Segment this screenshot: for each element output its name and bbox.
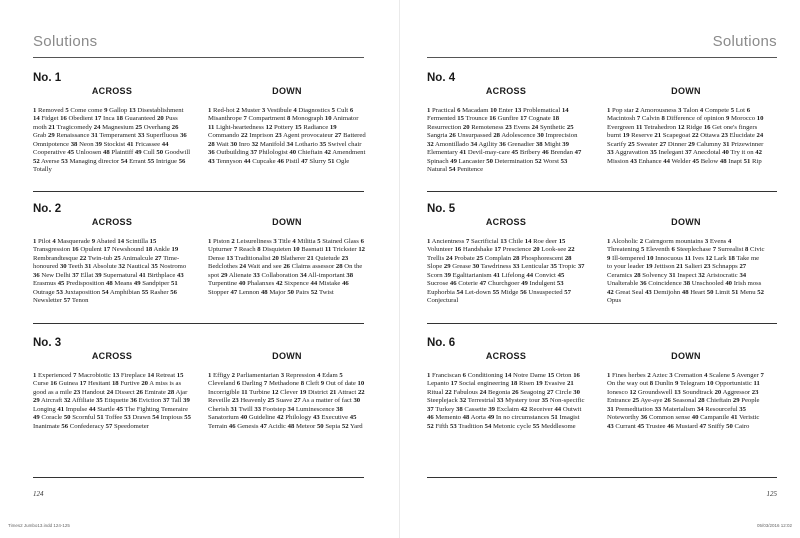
page-number: 125	[766, 490, 777, 498]
puzzle-solution-block	[33, 203, 364, 328]
down-column	[208, 217, 366, 297]
down-heading: DOWN	[272, 217, 302, 227]
down-answers: 1 Piston 2 Leisureliness 3 Title 4 Militia 5 Stained Glass 6 Upturner 7 Reach 8 Disquieten 10 Basmati 11 Trickster 12 Dense 13 Traditionalist 20 Blatherer 21 Quietude 23 Bedclothes 24 Wait and see 26 Claims assessor 28 On the spot 29 Alienate 33 Collaboration 34 All-important 38 Turpentine 40 Phalanxes 42 Sixpence 44 Mistake 46 Stopper 47 Lennon 48 Major 50 Pairs 52 Twist	[208, 238, 365, 296]
down-column	[607, 351, 765, 431]
print-slug: Times2 Jumbo13.indd 124-125	[8, 523, 70, 528]
across-column	[427, 217, 585, 306]
across-answers: 1 Ancientness 7 Sacrificial 13 Chile 14 Roe deer 15 Volunteer 16 Handshake 17 Prescience 20 Look-see 22 Trellis 24 Probate 25 Complain 28 Phosphorescent 28 Slope 29 Grease 30 Tawdriness 33 Lenticular 35 Tropic 37 Scorn 39 Egalitarianism 41 Lifelong 44 Convict 45 Sucrose 46 Coterie 47 Churchgoer 49 Indulgent 53 Euphorbia 54 Let-down 55 Midge 56 Unsuspected 57 Conjectural	[427, 238, 585, 305]
across-answers: 1 Pilot 4 Masquerade 9 Abated 14 Scintilla 15 Transgression 16 Opulent 17 Newshound 18 Ankle 19 Rembrandtesque 22 Twin-tub 25 Animalcule 27 Time-honoured 30 Teeth 31 Absolute 32 Nautical 35 Nostromo 36 New Delhi 37 Ellat 39 Supernatural 41 Birthplace 43 Erasmus 45 Predisposition 48 Means 49 Sandpiper 51 Outrage 53 Juxtaposition 54 Amphibian 55 Rasher 56 Newsletter 57 Tenon	[33, 238, 187, 305]
down-column	[607, 86, 765, 166]
bottom-rule	[427, 477, 777, 478]
page-number: 124	[33, 490, 44, 498]
puzzle-number: No. 3	[33, 337, 62, 349]
section-divider	[427, 191, 777, 192]
puzzle-solution-block	[427, 337, 777, 462]
section-divider	[427, 323, 777, 324]
down-answers: 1 Alcoholic 2 Cairngorm mountains 3 Evens 4 Threatening 5 Eleventh 6 Steeplechase 7 Surrealist 8 Civic 9 Ill-tempered 10 Innocuous 11 Ives 12 Lark 18 Take me to your leader 19 Jettison 21 Salieri 23 Schnapps 27 Ceramics 28 Solvency 31 Inspect 32 Aristocratic 34 Unalterable 36 Coincidence 38 Unschooled 40 Irish moss 42 Great Seal 43 Demijohn 48 Heart 50 Limit 51 Menu 52 Opus	[607, 238, 765, 305]
across-answers: 1 Removed 5 Come come 9 Gallop 13 Disestablishment 14 Fidget 16 Obedient 17 Inca 18 Guaranteed 20 Puss moth 21 Tragicomedy 24 Magnesium 25 Overhang 26 Grab 29 Renaissance 31 Temperament 33 Superfluous 36 Omnipotence 38 Neon 39 Stockist 41 Fricassee 44 Cooperative 45 Unloosen 48 Plaintiff 49 Cull 50 Goodwill 52 Averse 53 Managing director 54 Errant 55 Intrigue 56 Totally	[33, 107, 191, 174]
print-slug: 05/03/2016 12:02	[756, 523, 792, 528]
across-column	[427, 351, 585, 431]
puzzle-solution-block	[33, 72, 364, 222]
down-heading: DOWN	[671, 351, 701, 361]
down-answers: 1 Red-hot 2 Muster 3 Vestibule 4 Diagnostics 5 Cult 6 Misanthrope 7 Compartment 8 Monograph 10 Animator 11 Light-heartedness 12 Pottery 15 Radiance 19 Commando 22 Imprison 23 Agent provocateur 27 Battered 28 Wait 30 Inro 32 Manifold 34 Lothario 35 Swivel chair 36 Outbuilding 37 Philologist 40 Chieftain 42 Amendment 43 Tennyson 44 Cupcake 46 Pistil 47 Slurry 51 Ogle	[208, 107, 366, 165]
across-heading: ACROSS	[485, 217, 527, 227]
puzzle-solution-block	[427, 203, 777, 328]
down-heading: DOWN	[272, 351, 302, 361]
puzzle-solution-block	[427, 72, 777, 222]
across-heading: ACROSS	[91, 351, 133, 361]
puzzle-number: No. 5	[427, 203, 456, 215]
right-page	[400, 0, 800, 538]
puzzle-number: No. 2	[33, 203, 62, 215]
across-column	[33, 351, 191, 431]
down-answers: 1 Pop star 2 Amorousness 3 Talon 4 Compete 5 Lot 6 Macintosh 7 Calvin 8 Difference of opinion 9 Morocco 10 Evergreen 11 Tetrahedron 12 Ridge 16 Get one's fingers burnt 19 Reserve 21 Scapegoat 22 Ottawa 23 Elucidate 24 Scarify 25 Sweater 27 Dinner 29 Calumny 31 Prizewinner 33 Aggravation 35 Inelegant 37 Anecdotal 40 Try it on 42 Mission 43 Enhance 44 Welder 45 Below 48 Inapt 51 Rip	[607, 107, 764, 165]
down-heading: DOWN	[671, 217, 701, 227]
header-rule	[33, 57, 364, 58]
down-heading: DOWN	[272, 86, 302, 96]
across-heading: ACROSS	[485, 86, 527, 96]
puzzle-number: No. 4	[427, 72, 456, 84]
page-title: Solutions	[712, 33, 777, 50]
header-rule	[427, 57, 777, 58]
across-heading: ACROSS	[91, 217, 133, 227]
puzzle-number: No. 6	[427, 337, 456, 349]
across-column	[427, 86, 585, 175]
across-heading: ACROSS	[91, 86, 133, 96]
across-column	[33, 217, 191, 306]
across-answers: 1 Franciscan 6 Conditioning 14 Notre Dame 15 Orton 16 Lepanto 17 Social engineering 18 Risen 19 Evasive 21 Ritual 22 Fabulous 24 Begonia 26 Seagoing 27 Circle 30 Steeplejack 32 Terrestrial 33 Mystery tour 35 Non-specific 37 Turkey 38 Cassette 39 Exclaim 42 Receiver 44 Outwit 46 Memento 48 Aorta 49 In no circumstances 51 Imagist 52 Fifth 53 Tradition 54 Metonic cycle 55 Meddlesome	[427, 372, 585, 430]
down-answers: 1 Effigy 2 Parliamentarian 3 Repression 4 Edam 5 Cleveland 6 Darling 7 Methadone 8 Cleft 9 Out of date 10 Incorrigible 11 Turbine 12 Clever 19 District 21 Attract 22 Reveille 23 Heavenly 25 Suave 27 As a matter of fact 30 Cherish 31 Twill 33 Footstep 34 Luminescence 38 Sanatorium 40 Guideline 42 Philology 43 Executive 45 Terrain 46 Genesis 47 Acidic 48 Meteor 50 Sepia 52 Yard	[208, 372, 365, 430]
puzzle-solution-block	[33, 337, 364, 462]
down-column	[208, 351, 366, 431]
down-column	[607, 217, 765, 306]
across-heading: ACROSS	[485, 351, 527, 361]
section-divider	[33, 191, 364, 192]
puzzle-number: No. 1	[33, 72, 62, 84]
across-column	[33, 86, 191, 175]
down-column	[208, 86, 366, 166]
across-answers: 1 Experienced 7 Macrobiotic 13 Fireplace 14 Retreat 15 Curse 16 Guinea 17 Hesitant 18 Furtive 20 A miss is as good as a mile 23 Handout 24 Dissect 26 Emirate 28 Ajar 29 Aircraft 32 Affiliate 35 Etiquette 36 Eviction 37 Tall 39 Longing 41 Impulse 44 Startle 45 The Fighting Temeraire 49 Coracle 50 Scornful 51 Toffee 53 Drawn 54 Impious 55 Inanimate 56 Confederacy 57 Speedometer	[33, 372, 191, 430]
down-answers: 1 Fines herbes 2 Aztec 3 Cremation 4 Scalene 5 Avenger 7 On the way out 8 Dunlin 9 Telegram 10 Opportunistic 11 Ionesco 12 Groundswell 13 Soundtrack 20 Aggressor 23 Entrance 25 Aye-aye 26 Seasonal 28 Chieftain 29 People 31 Premeditation 33 Materialism 34 Resourceful 35 Noteworthy 36 Common sense 40 Campanile 41 Veristic 43 Currant 45 Trustee 46 Mustard 47 Sniffy 50 Cairo	[607, 372, 764, 430]
across-answers: 1 Practical 6 Macadam 10 Enter 13 Problematical 14 Fermented 15 Trounce 16 Gunfire 17 Cognate 18 Resurrection 20 Remoteness 23 Evens 24 Synthetic 25 Sangria 26 Unsurpassed 28 Adolescence 30 Imprecision 32 Amontillado 34 Agility 36 Grenadier 38 Might 39 Elementary 41 Devil-may-care 45 Bribery 46 Brendan 47 Spinach 49 Lancaster 50 Determination 52 Worst 53 Natural 54 Penitence	[427, 107, 582, 174]
bottom-rule	[33, 477, 364, 478]
page-title: Solutions	[33, 33, 98, 50]
down-heading: DOWN	[671, 86, 701, 96]
section-divider	[33, 323, 364, 324]
